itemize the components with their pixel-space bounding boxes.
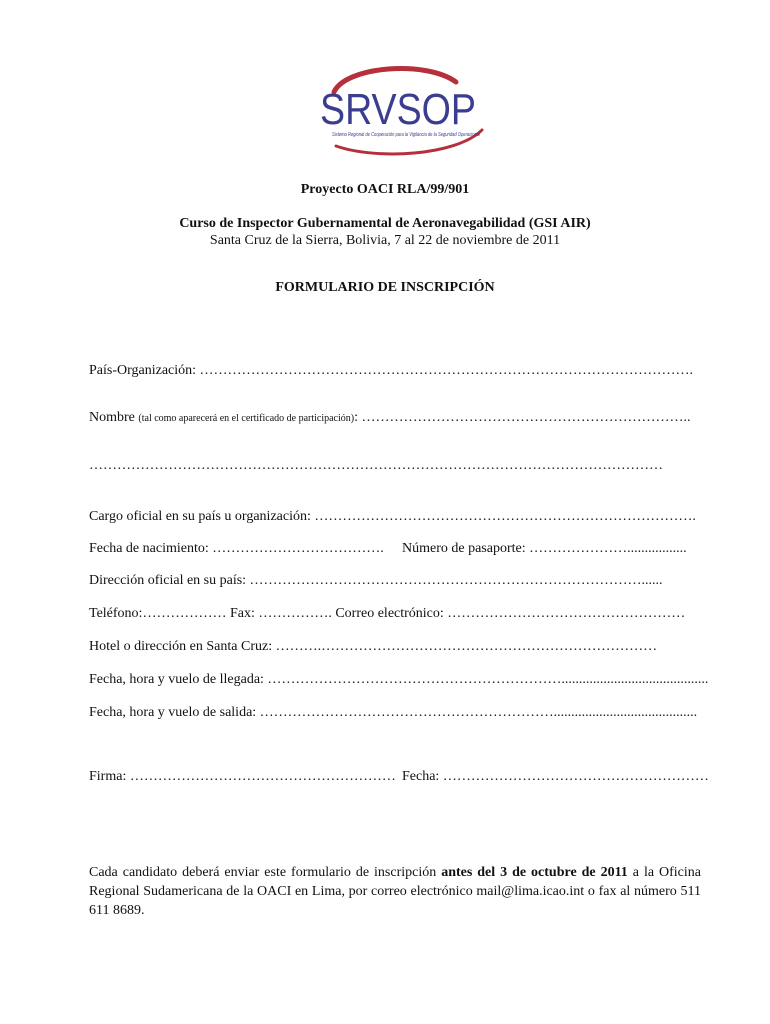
nombre-field[interactable] xyxy=(89,410,690,426)
nombre-dots: : …………………………………………………………….. xyxy=(354,410,691,425)
fecha-nacimiento-field[interactable]: Fecha de nacimiento: ………………………………. xyxy=(89,541,384,556)
fecha-field[interactable]: Fecha: ………………………………………………… xyxy=(402,769,709,784)
nombre-continuation-field[interactable]: …………………………………………………………………………………………………………… xyxy=(89,458,663,473)
hotel-field[interactable]: Hotel o dirección en Santa Cruz: ……….……………………………………………………………… xyxy=(89,639,658,654)
instructions-part2: a la Oficina Regional Sudamericana de la OACI en Lima, por correo electrónico mail@lima.icao.int o fax al número 511 611 8689. xyxy=(89,865,701,918)
direccion-field[interactable]: Dirección oficial en su país: …………………………………………………………………………...... xyxy=(89,573,663,588)
cargo-field[interactable]: Cargo oficial en su país u organización: ………………………………………………………………………. xyxy=(89,509,696,524)
salida-field[interactable]: Fecha, hora y vuelo de salida: ………………………………………………………......................................... xyxy=(89,705,698,720)
form-title: FORMULARIO DE INSCRIPCIÓN xyxy=(275,280,495,295)
firma-field[interactable]: Firma: ………………………………………………… xyxy=(89,769,396,784)
logo-wordmark: SRVSOP xyxy=(320,85,476,134)
nombre-note: (tal como aparecerá en el certificado de participación) xyxy=(138,413,355,424)
srvsop-logo xyxy=(306,64,488,160)
pais-organizacion-field[interactable]: País-Organización: ……………………………………………………………………………………………. xyxy=(89,363,694,378)
telefono-fax-correo-field[interactable]: Teléfono:……………… Fax: ……………. Correo electrónico: …………………………………………… xyxy=(89,606,686,621)
project-title: Proyecto OACI RLA/99/901 xyxy=(300,182,470,197)
course-location-dates: Santa Cruz de la Sierra, Bolivia, 7 al 22 de noviembre de 2011 xyxy=(209,233,561,248)
deadline-text: antes del 3 de octubre de 2011 xyxy=(441,865,628,880)
logo-tagline: Sistema Regional de Cooperación para la Vigilancia de la Seguridad Operacional xyxy=(332,132,481,138)
instructions-part1: Cada candidato deberá enviar este formulario de inscripción xyxy=(89,865,442,880)
nombre-label: Nombre xyxy=(89,410,139,425)
llegada-field[interactable]: Fecha, hora y vuelo de llegada: ……………………………………………………….......................................... xyxy=(89,672,709,687)
course-title: Curso de Inspector Gubernamental de Aeronavegabilidad (GSI AIR) xyxy=(179,216,591,231)
instructions-paragraph xyxy=(89,863,701,920)
pasaporte-field[interactable]: Número de pasaporte: …………………................. xyxy=(402,541,687,556)
